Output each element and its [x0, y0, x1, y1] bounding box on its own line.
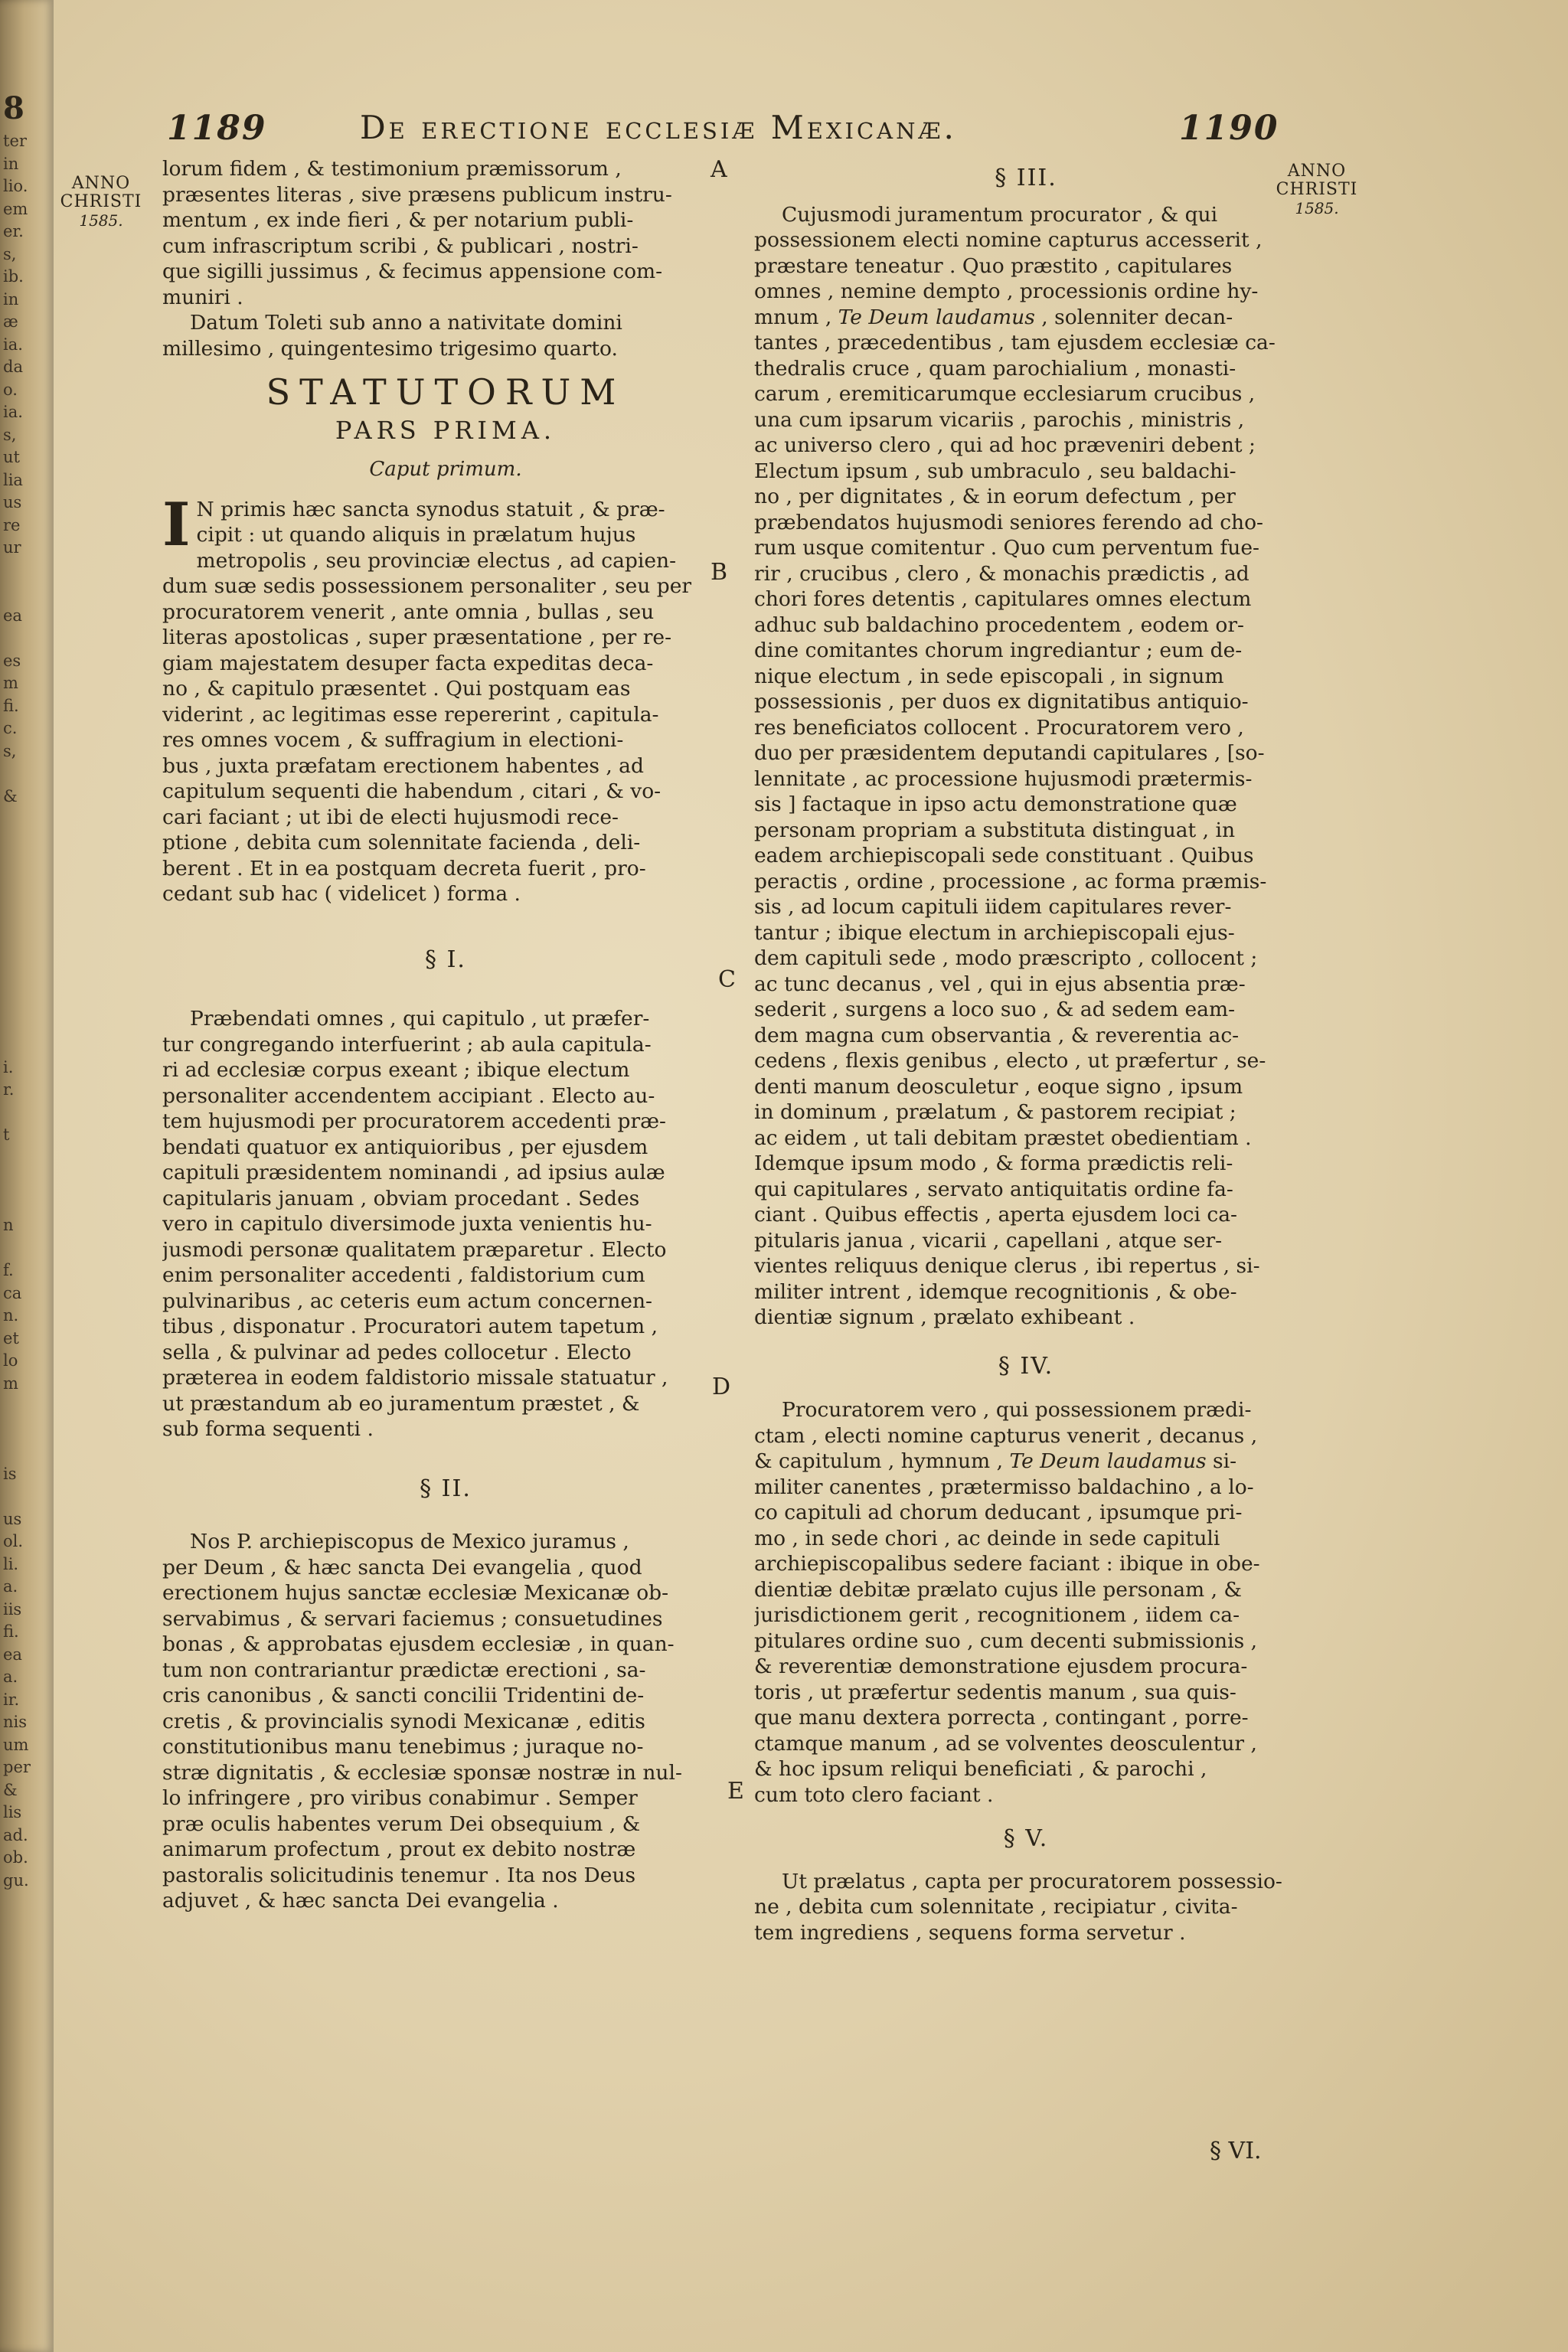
gutter-fragment: [3, 1034, 49, 1057]
facing-page-gutter: [0, 0, 54, 2352]
gutter-fragment: æ: [3, 312, 18, 331]
gutter-fragment: [3, 966, 49, 989]
text-line: præ oculis habentes verum Dei obsequium , &: [162, 1811, 641, 1836]
gutter-fragment: [3, 560, 49, 583]
text-line: mentum , ex inde fieri , & per notarium publi-: [162, 208, 634, 232]
gutter-fragment: ad.: [3, 1825, 28, 1844]
text-line: & capitulum , hymnum , Te Deum laudamus si-: [754, 1449, 1237, 1473]
gutter-fragment: gu.: [3, 1870, 29, 1890]
text-line: tibus , disponatur . Procuratori autem tapetum ,: [162, 1315, 658, 1338]
section-3-text: [754, 202, 1298, 1331]
gutter-fragment: iis: [3, 1599, 22, 1619]
text-line: sis ] factaque in ipso actu demonstratione quæ: [754, 792, 1237, 816]
text-line: sella , & pulvinar ad pedes collocetur . Electo: [162, 1340, 632, 1364]
statutorum-title: STATUTORUM: [266, 371, 626, 413]
text-line: & hoc ipsum reliqui beneficiati , & parochi ,: [754, 1757, 1207, 1781]
gutter-fragment: [3, 1418, 49, 1441]
gutter-fragment: [3, 627, 49, 650]
text-line: rir , crucibus , clero , & monachis prædictis , ad: [754, 561, 1250, 586]
gutter-fragment: is: [3, 1464, 17, 1483]
text-line: cris canonibus , & sancti concilii Tridentini de-: [162, 1684, 645, 1707]
text-line: præstare teneatur . Quo præstito , capitulares: [754, 253, 1233, 278]
text-line: stræ dignitatis , & ecclesiæ sponsæ nostræ in nul-: [162, 1760, 682, 1785]
gutter-fragment: [3, 853, 49, 876]
text-line: mnum , Te Deum laudamus , solenniter decan-: [754, 305, 1233, 329]
gutter-fragment: in: [3, 289, 19, 309]
gutter-fragment: ur: [3, 538, 21, 557]
gutter-fragment: ia.: [3, 335, 23, 354]
text-line: in dominum , prælatum , & pastorem recipiat ;: [754, 1100, 1236, 1124]
text-line: Idemque ipsum modo , & forma prædictis reli-: [754, 1152, 1233, 1175]
margin-letter-d: D: [712, 1374, 731, 1400]
gutter-fragment: [3, 1147, 49, 1170]
text-line: servabimus , & servari faciemus ; consuetudines: [162, 1606, 663, 1631]
gutter-fragment: er.: [3, 222, 24, 240]
gutter-fragment: m: [3, 674, 18, 692]
text-line: animarum profectum , prout ex debito nostræ: [162, 1838, 636, 1861]
gutter-fragment: ib.: [3, 267, 24, 286]
text-line: denti manum deosculetur , eoque signo , ipsum: [754, 1074, 1243, 1099]
gutter-fragment: t: [3, 1125, 10, 1144]
gutter-fragment: a.: [3, 1577, 18, 1596]
text-line: Electum ipsum , sub umbraculo , seu baldachi-: [754, 459, 1236, 483]
gutter-fragment: ea: [3, 606, 22, 625]
text-line: Nos P. archiepiscopus de Mexico juramus ,: [190, 1530, 629, 1553]
margin-note-anno: ANNO: [71, 174, 131, 193]
continued-text: [162, 156, 729, 361]
gutter-fragment: o.: [3, 380, 18, 399]
text-line: ne , debita cum solennitate , recipiatur , civita-: [754, 1895, 1238, 1919]
text-line: metropolis , seu provinciæ electus , ad capien-: [196, 548, 677, 573]
text-line: capitularis januam , obviam procedant . Sedes: [162, 1186, 640, 1210]
drop-cap: I: [162, 489, 191, 560]
gutter-fragment: f.: [3, 1261, 14, 1279]
gutter-fragment: [3, 1395, 49, 1418]
gutter-fragment: [3, 1440, 49, 1463]
margin-letter-a: A: [710, 156, 727, 183]
text-line: duo per præsidentem deputandi capitulares , [so-: [754, 741, 1265, 765]
gutter-fragment: [3, 808, 49, 831]
section-4-text: [754, 1397, 1298, 1808]
text-line: Cujusmodi juramentum procurator , & qui: [782, 202, 1218, 227]
gutter-fragment: ca: [3, 1283, 22, 1302]
text-line: cretis , & provincialis synodi Mexicanæ , editis: [162, 1709, 645, 1733]
gutter-fragment: [3, 1237, 49, 1260]
text-line: giam majestatem desuper facta expeditas deca-: [162, 651, 654, 675]
running-title: De erectione ecclesiæ Mexicanæ.: [360, 109, 957, 146]
text-line: Procuratorem vero , qui possessionem prædi-: [782, 1398, 1252, 1422]
text-line: viderint , ac legitimas esse repererint , capitula-: [162, 702, 659, 727]
text-line: pulvinaribus , ac ceteris eum actum concernen-: [162, 1289, 652, 1313]
text-line: personam propriam a substituta distinguat , in: [754, 818, 1236, 842]
text-line: cedant sub hac ( videlicet ) forma .: [162, 882, 521, 906]
gutter-fragment: li.: [3, 1554, 19, 1573]
text-line: no , & capitulo præsentet . Qui postquam eas: [162, 677, 631, 701]
text-line: que manu dextera porrecta , contingant , porre-: [754, 1706, 1249, 1730]
text-line: ac universo clero , qui ad hoc præveniri debent ;: [754, 433, 1256, 457]
text-line: tantur ; ibique electum in archiepiscopali ejus-: [754, 920, 1235, 945]
text-line: thedralis cruce , quam parochialium , monasti-: [754, 356, 1236, 381]
next-section-catchword: § VI.: [1210, 2138, 1262, 2164]
text-line: lennitate , ac processione hujusmodi prætermis-: [754, 766, 1253, 791]
text-line: per Deum , & hæc sancta Dei evangelia , quod: [162, 1555, 642, 1579]
text-line: capituli præsidentem nominandi , ad ipsius aulæ: [162, 1161, 665, 1184]
gutter-fragment: [3, 1192, 49, 1215]
gutter-fragment: s,: [3, 741, 17, 760]
text-line: & reverentiæ demonstratione ejusdem procura-: [754, 1655, 1248, 1678]
gutter-fragment: lia: [3, 470, 23, 489]
gutter-fragment: da: [3, 358, 23, 376]
text-line: chori fores detentis , capitulares omnes electum: [754, 587, 1252, 611]
text-line: cum infrascriptum scribi , & publicari , nostri-: [162, 234, 639, 258]
margin-note-left: [55, 175, 147, 230]
gutter-fragment: lis: [3, 1803, 22, 1821]
gutter-fragment: et: [3, 1328, 19, 1348]
text-line: co capituli ad chorum deducant , ipsumque pri-: [754, 1501, 1243, 1524]
gutter-fragment: [3, 876, 49, 899]
text-line: tur congregando interfuerint ; ab aula capitula-: [162, 1032, 652, 1057]
text-line: lo infringere , pro viribus conabimur . Semper: [162, 1786, 638, 1810]
text-line: cipit : ut quando aliquis in prælatum hujus: [196, 523, 636, 547]
margin-note-year: 1585.: [1295, 199, 1339, 217]
gutter-fragment: c.: [3, 719, 18, 737]
text-line: mo , in sede chori , ac deinde in sede capituli: [754, 1526, 1220, 1550]
gutter-fragment: ob.: [3, 1848, 28, 1867]
text-line: bus , juxta præfatam erectionem habentes , ad: [162, 753, 644, 778]
gutter-fragment: s,: [3, 244, 17, 263]
section-4-title: § IV.: [998, 1352, 1054, 1380]
text-line: ctam , electi nomine capturus venerit , decanus ,: [754, 1423, 1258, 1448]
gutter-fragment: [3, 1011, 49, 1034]
text-line: tem ingrediens , sequens forma servetur .: [754, 1920, 1186, 1945]
margin-note-christi: CHRISTI: [60, 192, 142, 211]
right-column: [754, 165, 1298, 1945]
gutter-fragment: s,: [3, 425, 17, 444]
text-line: dine comitantes chorum ingrediantur ; eum de-: [754, 639, 1243, 662]
text-line: ri ad ecclesiæ corpus exeant ; ibique electum: [162, 1058, 630, 1082]
text-line: dem magna cum observantia , & reverentia ac-: [754, 1023, 1240, 1047]
pars-prima-heading: PARS PRIMA.: [335, 415, 557, 445]
text-line: tantes , præcedentibus , tam ejusdem ecclesiæ ca-: [754, 331, 1276, 354]
text-line: Præbendati omnes , qui capitulo , ut præfer-: [190, 1007, 650, 1031]
text-line: pastoralis solicitudinis tenemur . Ita nos Deus: [162, 1863, 636, 1887]
text-line: vientes reliquus denique clerus , ibi repertus , si-: [754, 1254, 1260, 1278]
section-3-title: § III.: [995, 165, 1057, 191]
text-line: millesimo , quingentesimo trigesimo quarto.: [162, 336, 618, 361]
margin-letter-c: C: [718, 966, 736, 993]
text-line: rum usque comitentur . Quo cum perventum fue-: [754, 536, 1259, 560]
text-line: ciant . Quibus effectis , aperta ejusdem loci ca-: [754, 1203, 1237, 1227]
text-line: qui capitulares , servato antiquitatis ordine fa-: [754, 1177, 1233, 1201]
text-line: sis , ad locum capituli iidem capitulares rever-: [754, 895, 1232, 919]
text-line: jusmodi personæ qualitatem præparetur . Electo: [162, 1237, 667, 1262]
text-line: præterea in eodem faldistorio missale statuatur ,: [162, 1366, 668, 1390]
text-line: ctamque manum , ad se volventes deosculentur ,: [754, 1731, 1257, 1756]
text-line: jurisdictionem gerit , recognitionem , iidem ca-: [754, 1603, 1240, 1627]
text-line: Datum Toleti sub anno a nativitate domini: [190, 311, 622, 335]
gutter-fragment: ut: [3, 448, 20, 466]
text-line: berent . Et in ea postquam decreta fuerit , pro-: [162, 856, 646, 880]
text-line: personaliter accendentem accipiant . Electo au-: [162, 1083, 655, 1108]
gutter-fragment: ol.: [3, 1532, 24, 1550]
section-5-title: § V.: [1003, 1825, 1049, 1852]
text-line: res omnes vocem , & suffragium in electioni-: [162, 728, 624, 752]
gutter-fragment: in: [3, 154, 19, 173]
text-line: Ut prælatus , capta per procuratorem possessio-: [782, 1869, 1282, 1893]
gutter-fragment: [3, 763, 49, 786]
text-line: res beneficiatos collocent . Procuratorem vero ,: [754, 715, 1244, 740]
text-line: tum non contrariantur prædictæ erectioni , sa-: [162, 1658, 646, 1682]
gutter-fragment: ea: [3, 1645, 22, 1664]
gutter-fragment: [3, 582, 49, 605]
margin-note-christi: CHRISTI: [1276, 180, 1358, 199]
gutter-fragment: r.: [3, 1080, 15, 1099]
text-line: militer intrent , idemque recognitionis , & obe-: [754, 1279, 1237, 1304]
gutter-fragment: per: [3, 1758, 31, 1776]
gutter-fragment: [3, 1102, 49, 1125]
text-line: bonas , & approbatas ejusdem ecclesiæ , in quan-: [162, 1632, 675, 1656]
gutter-fragment: fi.: [3, 696, 19, 715]
facing-page-fragments: [3, 130, 49, 1892]
page-number-left: 1189: [167, 109, 267, 148]
text-line: bendati quatuor ex antiquioribus , per ejusdem: [162, 1135, 648, 1159]
text-line: adjuvet , & hæc sancta Dei evangelia .: [162, 1889, 559, 1913]
text-line: toris , ut præfertur sedentis manum , sua quis-: [754, 1680, 1236, 1704]
gutter-fragment: fi.: [3, 1622, 19, 1641]
text-line: lorum fidem , & testimonium præmissorum ,: [162, 157, 622, 181]
gutter-fragment: &: [3, 786, 18, 805]
caput-heading: Caput primum.: [369, 458, 522, 481]
gutter-fragment: [3, 1169, 49, 1192]
text-line: enim personaliter accedenti , faldistorium cum: [162, 1263, 645, 1287]
text-line: cari faciant ; ut ibi de electi hujusmodi rece-: [162, 805, 619, 829]
text-line: dem capituli sede , modo præscripto , collocent ;: [754, 946, 1258, 970]
gutter-fragment: a.: [3, 1668, 18, 1686]
text-line: possessionem electi nomine capturus accesserit ,: [754, 228, 1263, 252]
gutter-fragment: nis: [3, 1713, 28, 1731]
gutter-fragment: um: [3, 1735, 29, 1754]
text-line: que sigilli jussimus , & fecimus appensione com-: [162, 260, 663, 283]
text-line: peractis , ordine , processione , ac forma præmis-: [754, 869, 1267, 893]
text-line: carum , eremiticarumque ecclesiarum crucibus ,: [754, 382, 1256, 406]
text-line: N primis hæc sancta synodus statuit , & præ-: [196, 497, 665, 521]
margin-letter-b: B: [710, 559, 728, 586]
text-line: muniri .: [162, 285, 243, 309]
text-line: literas apostolicas , super præsentatione , per re-: [162, 626, 672, 649]
text-line: tem hujusmodi per procuratorem accedenti præ-: [162, 1109, 666, 1133]
text-line: nique electum , in sede episcopali , in signum: [754, 664, 1224, 688]
text-line: eadem archiepiscopali sede constituant . Quibus: [754, 844, 1254, 867]
text-line: capitulum sequenti die habendum , citari , & vo-: [162, 779, 662, 803]
gutter-fragment: [3, 988, 49, 1011]
text-line: no , per dignitates , & in eorum defectum , per: [754, 485, 1236, 508]
text-line: præsentes literas , sive præsens publicum instru-: [162, 182, 672, 207]
section-2-text: [162, 1529, 729, 1914]
section-1-title: § I.: [425, 946, 466, 973]
gutter-fragment: em: [3, 199, 28, 218]
section-5-text: [754, 1869, 1298, 1946]
text-line: archiepiscopalibus sedere faciant : ibique in obe-: [754, 1552, 1260, 1576]
gutter-fragment: &: [3, 1780, 18, 1799]
gutter-fragment: [3, 943, 49, 966]
gutter-fragment: [3, 831, 49, 854]
page-number-right: 1190: [1179, 109, 1279, 148]
text-line: vero in capitulo diversimode juxta venientis hu-: [162, 1212, 652, 1236]
gutter-fragment: n: [3, 1216, 14, 1234]
text-line: cedens , flexis genibus , electo , ut præfertur , se-: [754, 1049, 1266, 1073]
gutter-fragment: us: [3, 1509, 22, 1528]
text-line: sederit , surgens a loco suo , & ad sedem eam-: [754, 998, 1236, 1021]
gutter-fragment: es: [3, 651, 21, 670]
text-line: cum toto clero faciant .: [754, 1782, 994, 1807]
text-line: pitulares ordine suo , cum decenti submissionis ,: [754, 1628, 1258, 1653]
text-line: ac tunc decanus , vel , qui in ejus absentia præ-: [754, 972, 1246, 996]
text-line: procuratorem venerit , ante omnia , bullas , seu: [162, 599, 655, 624]
text-line: una cum ipsarum vicariis , parochis , ministris ,: [754, 407, 1245, 432]
text-line: omnes , nemine dempto , processionis ordine hy-: [754, 279, 1259, 303]
left-column: [162, 156, 729, 1914]
text-line: militer canentes , prætermisso baldachino , a lo-: [754, 1475, 1254, 1499]
text-line: dientiæ debitæ prælato cujus ille personam , &: [754, 1577, 1243, 1602]
caput-paragraph: [162, 489, 729, 907]
text-line: constitutionibus manu tenebimus ; juraque no-: [162, 1735, 644, 1759]
gutter-fragment: lo: [3, 1351, 18, 1370]
gutter-fragment: m: [3, 1374, 18, 1393]
text-line: ptione , debita cum solennitate facienda , deli-: [162, 831, 641, 854]
gutter-fragment: ir.: [3, 1690, 20, 1709]
margin-note-year: 1585.: [79, 211, 123, 230]
text-line: dum suæ sedis possessionem personaliter , seu per: [162, 574, 692, 598]
gutter-fragment: lio.: [3, 177, 28, 195]
text-line: erectionem hujus sanctæ ecclesiæ Mexicanæ ob-: [162, 1581, 669, 1605]
text-line: sub forma sequenti .: [162, 1417, 374, 1441]
facing-page-number: 8: [3, 90, 24, 126]
margin-letter-e: E: [727, 1778, 744, 1805]
gutter-fragment: [3, 921, 49, 944]
text-line: possessionis , per duos ex dignitatibus antiquio-: [754, 690, 1249, 714]
section-2-title: § II.: [420, 1475, 472, 1502]
gutter-fragment: [3, 1485, 49, 1508]
section-1-text: [162, 1006, 729, 1442]
gutter-fragment: ter: [3, 132, 27, 150]
text-line: præbendatos hujusmodi seniores ferendo ad cho-: [754, 510, 1264, 534]
text-line: pitularis janua , vicarii , capellani , atque ser-: [754, 1228, 1223, 1253]
gutter-fragment: [3, 898, 49, 921]
gutter-fragment: re: [3, 515, 21, 534]
margin-note-anno: ANNO: [1287, 162, 1347, 181]
gutter-fragment: ia.: [3, 403, 23, 421]
text-line: ac eidem , ut tali debitam præstet obedientiam .: [754, 1125, 1252, 1150]
gutter-fragment: us: [3, 493, 22, 511]
gutter-fragment: i.: [3, 1057, 14, 1076]
gutter-fragment: n.: [3, 1306, 19, 1325]
text-line: ut præstandum ab eo juramentum præstet , &: [162, 1391, 640, 1416]
text-line: adhuc sub baldachino procedentem , eodem or-: [754, 612, 1245, 637]
text-line: dientiæ signum , prælato exhibeant .: [754, 1305, 1135, 1329]
